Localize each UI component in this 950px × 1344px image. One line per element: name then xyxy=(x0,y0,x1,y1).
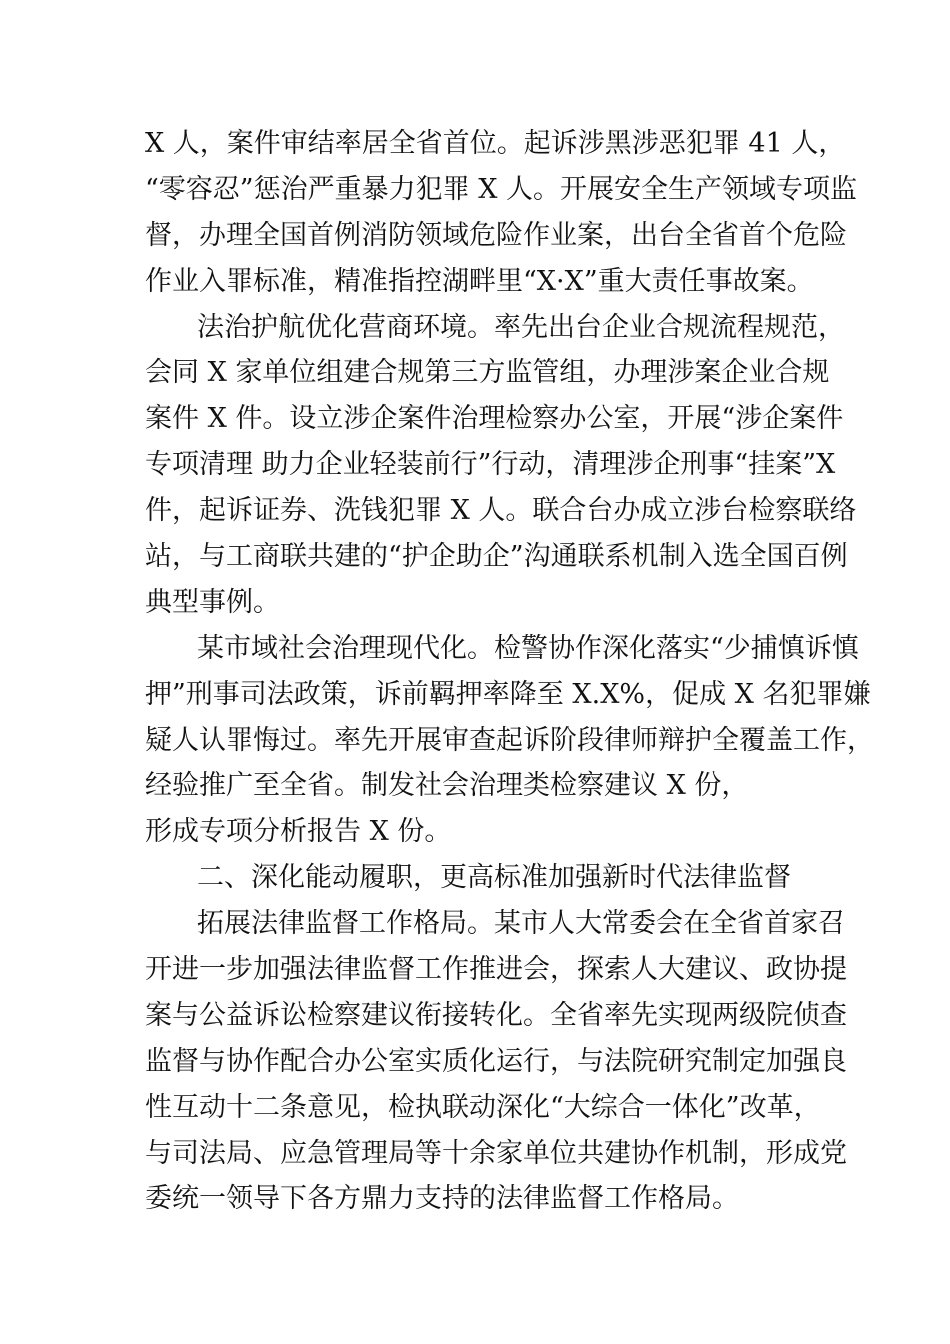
text-line: 拓展法律监督工作格局。某市人大常委会在全省首家召 xyxy=(197,908,845,940)
text-line: 经验推广至全省。制发社会治理类检察建议 X 份， xyxy=(145,770,749,802)
text-line: 监督与协作配合办公室实质化运行，与法院研究制定加强良 xyxy=(145,1045,847,1077)
text-line: 开进一步加强法律监督工作推进会，探索人大建议、政协提 xyxy=(145,954,847,986)
text-line: 案件 X 件。设立涉企案件治理检察办公室，开展“涉企案件 xyxy=(145,403,844,435)
text-line: 与司法局、应急管理局等十余家单位共建协作机制，形成党 xyxy=(145,1137,847,1169)
text-line: 委统一领导下各方鼎力支持的法律监督工作格局。 xyxy=(145,1183,739,1215)
text-line: 站，与工商联共建的“护企助企”沟通联系机制入选全国百例 xyxy=(145,541,848,573)
text-line: 案与公益诉讼检察建议衔接转化。全省率先实现两级院侦查 xyxy=(145,999,847,1031)
text-line: 督，办理全国首例消防领域危险作业案，出台全省首个危险 xyxy=(145,219,847,251)
text-line: 专项清理 助力企业轻装前行”行动，清理涉企刑事“挂案”X xyxy=(145,449,836,481)
text-line: 作业入罪标准，精准指控湖畔里“X·X”重大责任事故案。 xyxy=(145,265,814,297)
text-line: 疑人认罪悔过。率先开展审查起诉阶段律师辩护全覆盖工作， xyxy=(145,724,874,756)
text-line: 会同 X 家单位组建合规第三方监管组，办理涉案企业合规 xyxy=(145,357,830,389)
text-line: 二、深化能动履职，更高标准加强新时代法律监督 xyxy=(197,862,791,894)
document-body xyxy=(145,121,874,1222)
text-line: 性互动十二条意见，检执联动深化“大综合一体化”改革， xyxy=(145,1091,821,1123)
text-line: 形成专项分析报告 X 份。 xyxy=(145,816,452,848)
text-line: “零容忍”惩治严重暴力犯罪 X 人。开展安全生产领域专项监 xyxy=(145,173,857,205)
text-line: 押”刑事司法政策，诉前羁押率降至 X.X%，促成 X 名犯罪嫌 xyxy=(145,678,871,710)
text-line: 法治护航优化营商环境。率先出台企业合规流程规范， xyxy=(197,311,845,343)
text-line: 典型事例。 xyxy=(145,586,280,618)
text-line: 件，起诉证券、洗钱犯罪 X 人。联合台办成立涉台检察联络 xyxy=(145,495,857,527)
text-line: X 人，案件审结率居全省首位。起诉涉黑涉恶犯罪 41 人， xyxy=(145,128,846,159)
text-line: 某市域社会治理现代化。检警协作深化落实“少捕慎诉慎 xyxy=(197,632,859,664)
